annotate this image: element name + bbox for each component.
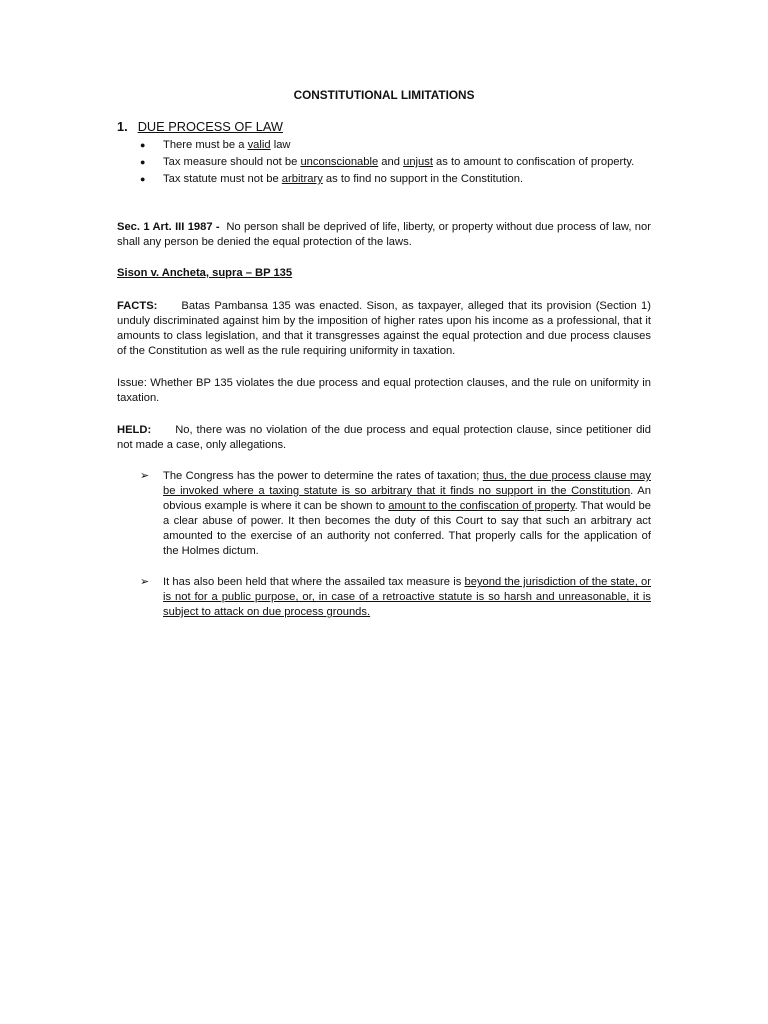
facts-paragraph	[117, 299, 651, 359]
facts-text: Batas Pambansa 135 was enacted. Sison, as taxpayer, alleged that its provision (Section 1) unduly discriminated against him by the imposition of higher rates upon his income as a professional, that it amounts to class legislation, and that it transgresses against the equal protection and due process clauses of the Constitution as well as the rule requiring uniformity in taxation.	[117, 300, 651, 357]
issue-paragraph	[117, 376, 651, 406]
underlined-phrase: amount to the confiscation of property	[388, 500, 575, 512]
held-paragraph: HELD: No, there was no violation of the due process and equal protection clause, since petitioner did not made a case, only allegations.	[117, 424, 651, 451]
underlined-term: unjust	[403, 156, 433, 168]
section-label: DUE PROCESS OF LAW	[137, 119, 283, 134]
bullet-icon: ●	[140, 140, 146, 150]
section-heading	[117, 119, 283, 134]
bullet-icon: ●	[140, 157, 146, 167]
case-title	[117, 266, 292, 281]
held-text: No, there was no violation of the due process and equal protection clause, since petitioner did not made a case, only allegations.	[117, 424, 651, 451]
text-run: Tax statute must not be	[163, 173, 282, 185]
text-run: It has also been held that where the assailed tax measure is	[163, 576, 465, 588]
sec1-text: No person shall be deprived of life, liberty, or property without due process of law, nor shall any person be denied the equal protection of the laws.	[117, 221, 651, 248]
arrow-bullet-icon: ➢	[140, 576, 150, 588]
text-run: as to amount to confiscation of property.	[432, 156, 635, 168]
sec1-paragraph	[117, 220, 651, 250]
issue-text: Issue: Whether BP 135 violates the due process and equal protection clauses, and the rule on uniformity in taxation.	[117, 377, 651, 404]
sec1-label: Sec. 1 Art. III 1987 -	[117, 221, 223, 233]
text-run: law	[270, 139, 291, 151]
list-item	[140, 469, 651, 559]
text-run: There must be a	[163, 139, 248, 151]
underlined-term: arbitrary	[281, 173, 323, 185]
list-item	[140, 155, 651, 170]
underlined-phrase: thus, the due process clause may be invoked where a taxing statute is so arbitrary that it finds no support in the Constitution	[163, 470, 651, 497]
underlined-phrase: beyond the jurisdiction of the state, or is not for a public purpose, or, in case of a retroactive statute is so harsh and unreasonable, it is subject to attack on due process grounds.	[163, 576, 652, 618]
underlined-term: valid	[247, 139, 271, 151]
underlined-term: unconscionable	[300, 156, 379, 168]
text-run: The Congress has the power to determine the rates of taxation;	[163, 470, 483, 482]
list-item	[140, 172, 651, 187]
text-run: . An obvious example is where it can be shown to	[163, 485, 651, 512]
section-number: 1.	[117, 119, 128, 134]
list-item	[140, 575, 651, 620]
arrow-bullet-icon: ➢	[140, 470, 150, 482]
bullet-icon: ●	[140, 174, 146, 184]
ruling-points	[140, 469, 651, 559]
text-run: as to find no support in the Constitution.	[322, 173, 524, 185]
text-run: Tax measure should not be	[163, 156, 301, 168]
requirements-list	[140, 138, 651, 189]
list-item	[140, 138, 651, 153]
case-title-text: Sison v. Ancheta, supra – BP 135	[117, 267, 293, 279]
held-label: HELD	[117, 424, 148, 436]
facts-label: FACTS:	[117, 300, 158, 312]
text-run: . That would be a clear abuse of power. It then becomes the duty of this Court to say that such an arbitrary act amounted to the exercise of an authority not conferred. That properly calls for the application of the Holmes dictum.	[163, 500, 651, 557]
text-run: and	[378, 156, 404, 168]
ruling-points-2	[140, 575, 651, 620]
page-title: CONSTITUTIONAL LIMITATIONS	[293, 88, 475, 102]
